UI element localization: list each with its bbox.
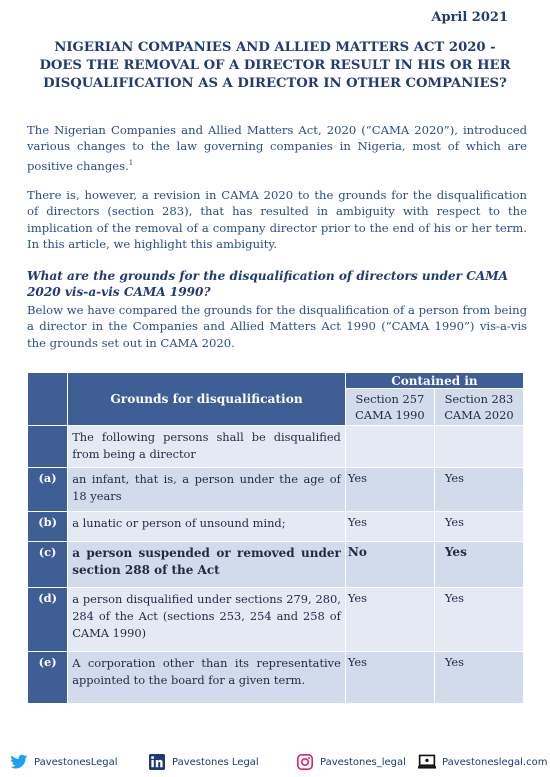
cama-2020-value: Yes bbox=[434, 652, 523, 704]
row-letter: (c) bbox=[28, 542, 68, 588]
row-text: a person suspended or removed under section 288 of the Act bbox=[68, 542, 346, 588]
instagram-icon bbox=[296, 754, 314, 770]
website-url: Pavestoneslegal.com bbox=[442, 756, 548, 768]
table-intro: The following persons shall be disqualified from being a director bbox=[68, 426, 346, 468]
intro-paragraph bbox=[27, 122, 527, 174]
cama-1990-value: Yes bbox=[345, 588, 434, 652]
table-cell bbox=[345, 426, 434, 468]
table-row bbox=[28, 468, 524, 512]
title-line: DOES THE REMOVAL OF A DIRECTOR RESULT IN HIS OR HER bbox=[39, 58, 511, 73]
footnote-marker[interactable]: 1 bbox=[128, 158, 134, 167]
linkedin-link[interactable] bbox=[148, 754, 259, 770]
section-question: What are the grounds for the disqualification of directors under CAMA 2020 vis-a-vis CAMA 1990? bbox=[27, 269, 508, 299]
cama-2020-header: Section 283 CAMA 2020 bbox=[434, 389, 523, 426]
row-letter: (d) bbox=[28, 588, 68, 652]
document-title bbox=[0, 39, 550, 93]
cama-1990-value: No bbox=[345, 542, 434, 588]
instagram-handle: Pavestones_legal bbox=[320, 756, 406, 768]
row-text: a lunatic or person of unsound mind; bbox=[68, 512, 346, 542]
row-letter: (a) bbox=[28, 468, 68, 512]
row-text: A corporation other than its representative appointed to the board for a given term. bbox=[68, 652, 346, 704]
cama-2020-value: Yes bbox=[434, 468, 523, 512]
cama-1990-value: Yes bbox=[345, 512, 434, 542]
twitter-handle: PavestonesLegal bbox=[34, 756, 118, 768]
footer-bar bbox=[0, 748, 550, 777]
cama-2020-value: Yes bbox=[434, 542, 523, 588]
linkedin-icon bbox=[148, 754, 166, 770]
intro-text: The Nigerian Companies and Allied Matters Act, 2020 (“CAMA 2020”), introduced various changes to the law governing companies in Nigeria, most of which are positive changes. bbox=[27, 123, 527, 173]
row-letter: (e) bbox=[28, 652, 68, 704]
ambiguity-paragraph: There is, however, a revision in CAMA 2020 to the grounds for the disqualification of directors (section 283), that has resulted in ambiguity with respect to the implication of the removal of a company director prior to the end of his or her term. In this article, we highlight this ambiguity. bbox=[27, 188, 527, 252]
cama-2020-value: Yes bbox=[434, 588, 523, 652]
table-row bbox=[28, 652, 524, 704]
row-letter bbox=[28, 426, 68, 468]
title-line: DISQUALIFICATION AS A DIRECTOR IN OTHER COMPANIES? bbox=[43, 76, 507, 91]
row-letter: (b) bbox=[28, 512, 68, 542]
table-row bbox=[28, 512, 524, 542]
cama-1990-header: Section 257 CAMA 1990 bbox=[345, 389, 434, 426]
title-line: NIGERIAN COMPANIES AND ALLIED MATTERS ACT 2020 - bbox=[54, 40, 496, 55]
linkedin-handle: Pavestones Legal bbox=[172, 756, 259, 768]
twitter-icon bbox=[10, 754, 28, 770]
table-row bbox=[28, 588, 524, 652]
document-date: April 2021 bbox=[431, 10, 508, 25]
grounds-header: Grounds for disqualification bbox=[68, 373, 346, 426]
twitter-link[interactable] bbox=[10, 754, 118, 770]
row-text: a person disqualified under sections 279, 280, 284 of the Act (sections 253, 254 and 258 of CAMA 1990) bbox=[68, 588, 346, 652]
instagram-link[interactable] bbox=[296, 754, 406, 770]
comparison-paragraph: Below we have compared the grounds for the disqualification of a person from being a director in the Companies and Allied Matters Act 1990 (“CAMA 1990”) vis-a-vis the grounds set out in CAMA 2020. bbox=[27, 303, 527, 350]
website-link[interactable] bbox=[418, 754, 547, 770]
cama-1990-value: Yes bbox=[345, 652, 434, 704]
computer-icon bbox=[418, 754, 436, 770]
row-text: an infant, that is, a person under the age of 18 years bbox=[68, 468, 346, 512]
table-corner-cell bbox=[28, 373, 68, 426]
table-cell bbox=[434, 426, 523, 468]
contained-in-header: Contained in bbox=[345, 373, 523, 389]
cama-2020-value: Yes bbox=[434, 512, 523, 542]
comparison-table bbox=[27, 372, 524, 704]
cama-1990-value: Yes bbox=[345, 468, 434, 512]
table-row bbox=[28, 542, 524, 588]
